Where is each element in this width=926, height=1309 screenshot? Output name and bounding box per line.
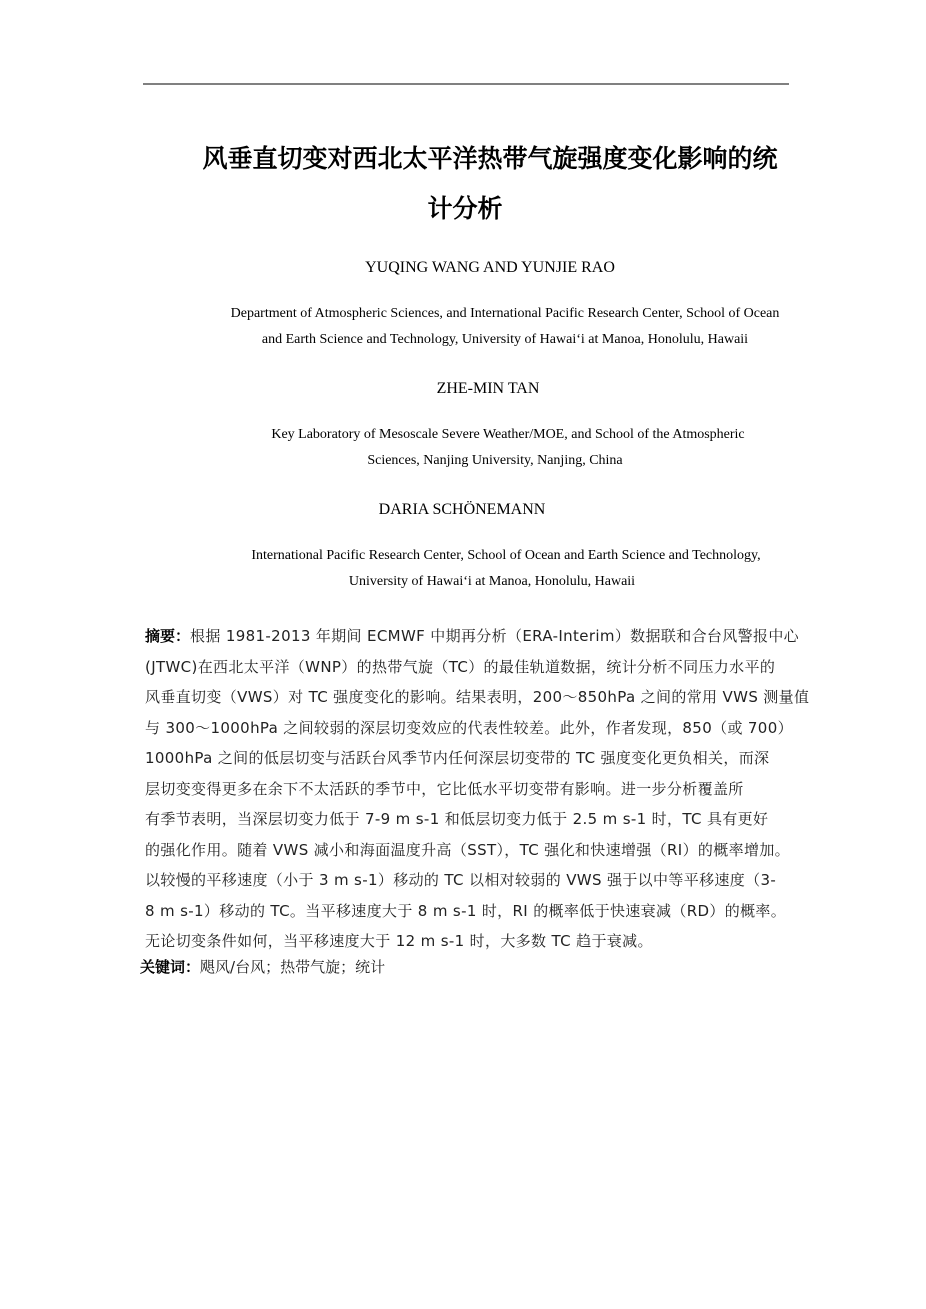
abstract-line: 无论切变条件如何，当平移速度大于 12 m s-1 时，大多数 TC 趋于衰减。 — [145, 932, 653, 950]
abstract-line: 有季节表明，当深层切变力低于 7-9 m s-1 和低层切变力低于 2.5 m s-1 时，TC 具有更好 — [145, 810, 769, 828]
keywords-label: 关键词： — [140, 958, 201, 976]
abstract — [145, 621, 810, 957]
abstract-line: 的强化作用。随着 VWS 减小和海面温度升高（SST），TC 强化和快速增强（RI）的概率增加。 — [145, 840, 791, 859]
abstract-label: 摘要： — [145, 627, 191, 645]
abstract-line: 8 m s-1）移动的 TC。当平移速度大于 8 m s-1 时，RI 的概率低于快速衰减（RD）的概率。 — [145, 901, 787, 920]
keywords-value: 飓风/台风；热带气旋；统计 — [200, 958, 386, 976]
abstract-line: 以较慢的平移速度（小于 3 m s-1）移动的 TC 以相对较弱的 VWS 强于以中等平移速度（3- — [145, 871, 777, 889]
abstract-line — [145, 621, 800, 652]
abstract-line: (JTWC)在西北太平洋（WNP）的热带气旋（TC）的最佳轨道数据，统计分析不同压力水平的 — [145, 657, 776, 676]
author-affiliation-line: International Pacific Research Center, School of Ocean and Earth Science and Technology, — [251, 548, 761, 563]
header-rule — [143, 83, 789, 85]
author-name: DARIA SCHÖNEMANN — [378, 501, 546, 518]
author-affiliation-line: Sciences, Nanjing University, Nanjing, China — [367, 453, 623, 468]
abstract-line: 层切变变得更多在余下不太活跃的季节中，它比低水平切变带有影响。进一步分析覆盖所 — [145, 779, 744, 798]
author-affiliation-line: Key Laboratory of Mesoscale Severe Weather/MOE, and School of the Atmospheric — [271, 427, 745, 442]
author-name: ZHE-MIN TAN — [436, 380, 540, 397]
abstract-line: 与 300～1000hPa 之间较弱的深层切变效应的代表性较差。此外，作者发现，850（或 700） — [145, 718, 793, 737]
paper-title-line-1: 风垂直切变对西北太平洋热带气旋强度变化影响的统 — [202, 144, 778, 173]
abstract-line: 风垂直切变（VWS）对 TC 强度变化的影响。结果表明，200～850hPa 之间的常用 VWS 测量值 — [145, 688, 810, 706]
author-affiliation-line: University of Hawai‘i at Manoa, Honolulu, Hawaii — [348, 574, 636, 589]
abstract-text: 根据 1981-2013 年期间 ECMWF 中期再分析（ERA-Interim）数据联和合台风警报中心 — [190, 627, 800, 645]
author-affiliation-line: Department of Atmospheric Sciences, and International Pacific Research Center, School of Ocean — [230, 306, 780, 321]
keywords — [140, 956, 385, 978]
author-affiliation-line: and Earth Science and Technology, University of Hawai‘i at Manoa, Honolulu, Hawaii — [261, 332, 749, 347]
author-name: YUQING WANG AND YUNJIE RAO — [365, 259, 615, 276]
abstract-line: 1000hPa 之间的低层切变与活跃台风季节内任何深层切变带的 TC 强度变化更负相关，而深 — [145, 749, 770, 767]
paper-title-line-2: 计分析 — [427, 194, 503, 223]
